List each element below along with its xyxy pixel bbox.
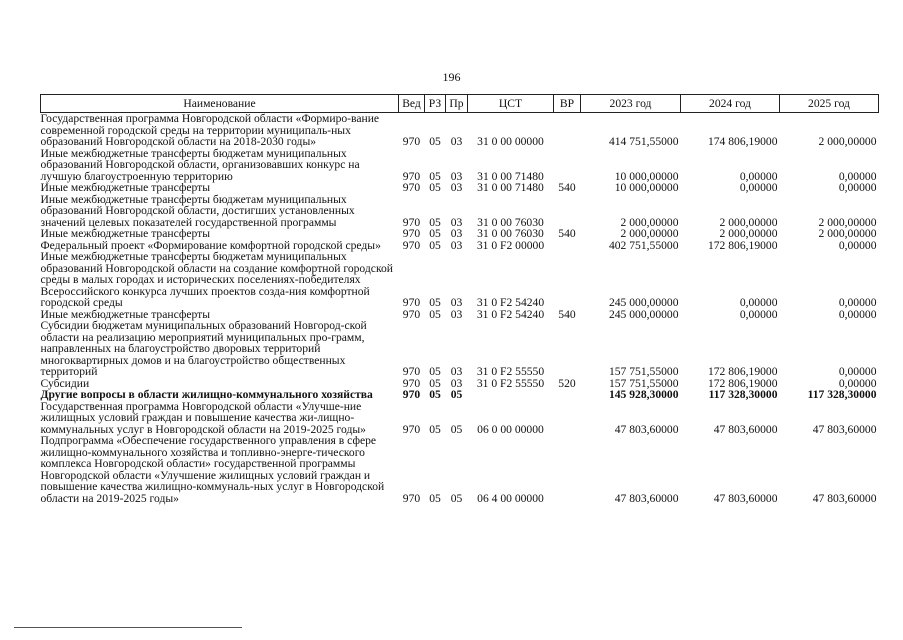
header-2025: 2025 год	[780, 95, 879, 113]
row-name: Иные межбюджетные трансферты бюджетам муниципальных образований Новгородской области, организовавших конкурс на лучшую благоустроенную территорию	[40, 146, 360, 183]
row-cst	[468, 389, 554, 401]
table-row	[41, 401, 879, 436]
row-cst: 31 0 F2 55550	[476, 365, 545, 378]
row-vr	[554, 148, 581, 183]
row-2023: 47 803,60000	[614, 422, 679, 436]
row-2025: 47 803,60000	[812, 422, 877, 436]
row-vr: 520	[558, 376, 576, 390]
row-2023: 414 751,55000	[608, 135, 679, 148]
row-ved: 970	[402, 135, 421, 148]
row-pr: 03	[450, 169, 463, 183]
row-2025: 0,00000	[838, 376, 877, 390]
header-rz: РЗ	[425, 95, 446, 113]
row-vr	[554, 320, 581, 378]
row-2025: 0,00000	[838, 307, 877, 321]
row-2023: 10 000,00000	[614, 169, 679, 183]
row-2025: 0,00000	[838, 365, 877, 378]
row-cst: 31 0 F2 00000	[476, 238, 545, 252]
row-2025: 47 803,60000	[812, 491, 877, 505]
header-vr: ВР	[554, 95, 581, 113]
row-2023: 2 000,00000	[620, 215, 679, 229]
row-2024: 172 806,19000	[707, 238, 778, 252]
row-pr: 03	[450, 215, 463, 229]
row-2024: 172 806,19000	[707, 365, 778, 378]
row-2024: 0,00000	[739, 181, 778, 194]
row-pr: 03	[450, 181, 463, 194]
header-cst: ЦСТ	[468, 95, 554, 113]
row-rz: 05	[429, 227, 441, 240]
header-pr: Пр	[446, 95, 468, 113]
row-2024: 0,00000	[739, 169, 778, 183]
table-row	[41, 435, 879, 504]
row-rz: 05	[429, 238, 441, 252]
row-2024: 0,00000	[739, 307, 778, 321]
row-vr	[554, 113, 581, 148]
row-rz: 05	[429, 376, 441, 390]
row-2023: 157 751,55000	[608, 376, 679, 390]
row-name: Другие вопросы в области жилищно-коммунального хозяйства	[40, 388, 373, 401]
row-2023: 10 000,00000	[614, 181, 679, 194]
row-ved: 970	[402, 422, 421, 436]
row-vr	[554, 401, 581, 436]
row-pr: 03	[450, 238, 463, 252]
page-number: 196	[442, 70, 461, 84]
row-ved: 970	[402, 376, 421, 390]
row-name: Иные межбюджетные трансферты бюджетам муниципальных образований Новгородской области на создание комфортной городской среды в малых городах и исторических поселениях-победителях Всероссийского конкурса лучших проектов созда-ния комфортной городской среды	[40, 250, 393, 309]
row-cst: 31 0 00 71480	[477, 169, 544, 183]
row-ved: 970	[402, 227, 421, 240]
row-cst: 31 0 00 76030	[477, 227, 544, 240]
row-cst: 31 0 00 76030	[477, 215, 544, 229]
row-name: Иные межбюджетные трансферты	[40, 307, 211, 321]
row-cst: 31 0 F2 54240	[476, 296, 545, 309]
row-name: Подпрограмма «Обеспечение государственного управления в сфере жилищно-коммунального хозяйства и топливно-энерге-тического комплекса Новгородской области» государственной программы Новгородской области «Улучшение жилищных условий граждан и повышение качества жилищно-коммуналь-ных услуг в Новгородской области на 2019-2025 годы»	[40, 434, 385, 505]
table-row	[41, 113, 879, 148]
table-row	[41, 194, 879, 229]
header-name: Наименование	[41, 95, 399, 113]
row-2024: 2 000,00000	[719, 227, 778, 240]
row-name: Государственная программа Новгородской области «Формиро-вание современной городской среды на территории муниципаль-ных образований Новгородской области на 2018-2030 годы»	[40, 112, 380, 148]
row-2024: 117 328,30000	[708, 388, 778, 401]
row-2025: 2 000,00000	[818, 227, 877, 240]
table-header-row	[41, 95, 879, 113]
section-total-row	[41, 389, 879, 401]
row-pr: 05	[450, 388, 463, 401]
row-pr: 05	[450, 422, 463, 436]
row-2025: 0,00000	[838, 296, 877, 309]
row-name: Федеральный проект «Формирование комфортной городской среды»	[40, 238, 381, 252]
header-ved: Вед	[399, 95, 425, 113]
row-vr	[554, 389, 581, 401]
table-row	[41, 251, 879, 309]
row-ved: 970	[402, 307, 421, 321]
row-vr	[554, 251, 581, 309]
row-2023: 145 928,30000	[608, 388, 679, 401]
row-2023: 402 751,55000	[608, 238, 679, 252]
table-row	[41, 228, 879, 240]
table-row	[41, 148, 879, 183]
row-pr: 03	[450, 365, 463, 378]
row-pr: 03	[450, 227, 463, 240]
row-pr: 03	[450, 135, 463, 148]
row-2023: 47 803,60000	[614, 491, 679, 505]
row-pr: 03	[450, 307, 463, 321]
row-name: Иные межбюджетные трансферты	[40, 227, 211, 240]
row-name: Иные межбюджетные трансферты бюджетам муниципальных образований Новгородской области, достигших установленных значений целевых показателей государственной программы	[40, 192, 355, 229]
row-2025: 0,00000	[838, 169, 877, 183]
row-rz: 05	[429, 307, 441, 321]
budget-table	[40, 94, 879, 504]
row-rz: 05	[429, 215, 441, 229]
header-2024: 2024 год	[681, 95, 780, 113]
row-name: Субсидии	[40, 376, 90, 390]
row-2023: 2 000,00000	[620, 227, 679, 240]
table-row	[41, 182, 879, 194]
row-rz: 05	[429, 181, 441, 194]
row-rz: 05	[429, 388, 441, 401]
row-vr: 540	[558, 227, 576, 240]
row-ved: 970	[402, 181, 421, 194]
row-name: Субсидии бюджетам муниципальных образований Новгород-ской области на реализацию мероприятий муниципальных про-грамм, направленных на благоустройство дворовых территорий многоквартирных домов и на благоустройство общественных территорий	[40, 319, 367, 378]
row-ved: 970	[402, 238, 421, 252]
row-2023: 157 751,55000	[608, 365, 679, 378]
row-2023: 245 000,00000	[608, 296, 679, 309]
row-pr: 05	[450, 491, 463, 505]
row-rz: 05	[429, 135, 441, 148]
row-ved: 970	[402, 296, 421, 309]
row-2024: 174 806,19000	[707, 135, 778, 148]
row-name: Государственная программа Новгородской области «Улучше-ние жилищных условий граждан и повышение качества жи-лищно-коммунальных услуг в Новгородской области на 2019-2025 годы»	[40, 399, 366, 436]
row-2025: 2 000,00000	[818, 135, 877, 148]
table-row	[41, 320, 879, 378]
row-rz: 05	[429, 422, 441, 436]
row-2025: 0,00000	[838, 238, 877, 252]
row-name: Иные межбюджетные трансферты	[40, 181, 211, 194]
row-rz: 05	[429, 491, 441, 505]
row-cst: 31 0 00 00000	[477, 135, 544, 148]
row-cst: 06 4 00 00000	[477, 491, 544, 505]
row-ved: 970	[402, 365, 421, 378]
row-vr: 540	[558, 181, 576, 194]
row-ved: 970	[402, 491, 421, 505]
row-2024: 47 803,60000	[713, 422, 778, 436]
row-2024: 0,00000	[739, 296, 778, 309]
row-cst: 31 0 F2 54240	[476, 307, 545, 321]
row-2023: 245 000,00000	[608, 307, 679, 321]
row-2025: 0,00000	[838, 181, 877, 194]
row-ved: 970	[402, 169, 421, 183]
row-pr: 03	[450, 376, 463, 390]
row-2025: 117 328,30000	[807, 388, 877, 401]
row-vr: 540	[558, 307, 576, 321]
row-rz: 05	[429, 169, 441, 183]
row-2024: 47 803,60000	[713, 491, 778, 505]
header-2023: 2023 год	[581, 95, 681, 113]
row-2024: 172 806,19000	[707, 376, 778, 390]
row-2025: 2 000,00000	[818, 215, 877, 229]
row-pr: 03	[450, 296, 463, 309]
row-rz: 05	[429, 365, 441, 378]
row-2024: 2 000,00000	[719, 215, 778, 229]
row-ved: 970	[402, 388, 421, 401]
footer-rule	[14, 627, 242, 628]
row-cst: 31 0 00 71480	[477, 181, 544, 194]
row-cst: 06 0 00 00000	[477, 422, 544, 436]
row-ved: 970	[402, 215, 421, 229]
row-vr	[554, 435, 581, 504]
row-vr	[554, 240, 581, 252]
row-rz: 05	[429, 296, 441, 309]
row-cst: 31 0 F2 55550	[476, 376, 545, 390]
row-vr	[554, 194, 581, 229]
